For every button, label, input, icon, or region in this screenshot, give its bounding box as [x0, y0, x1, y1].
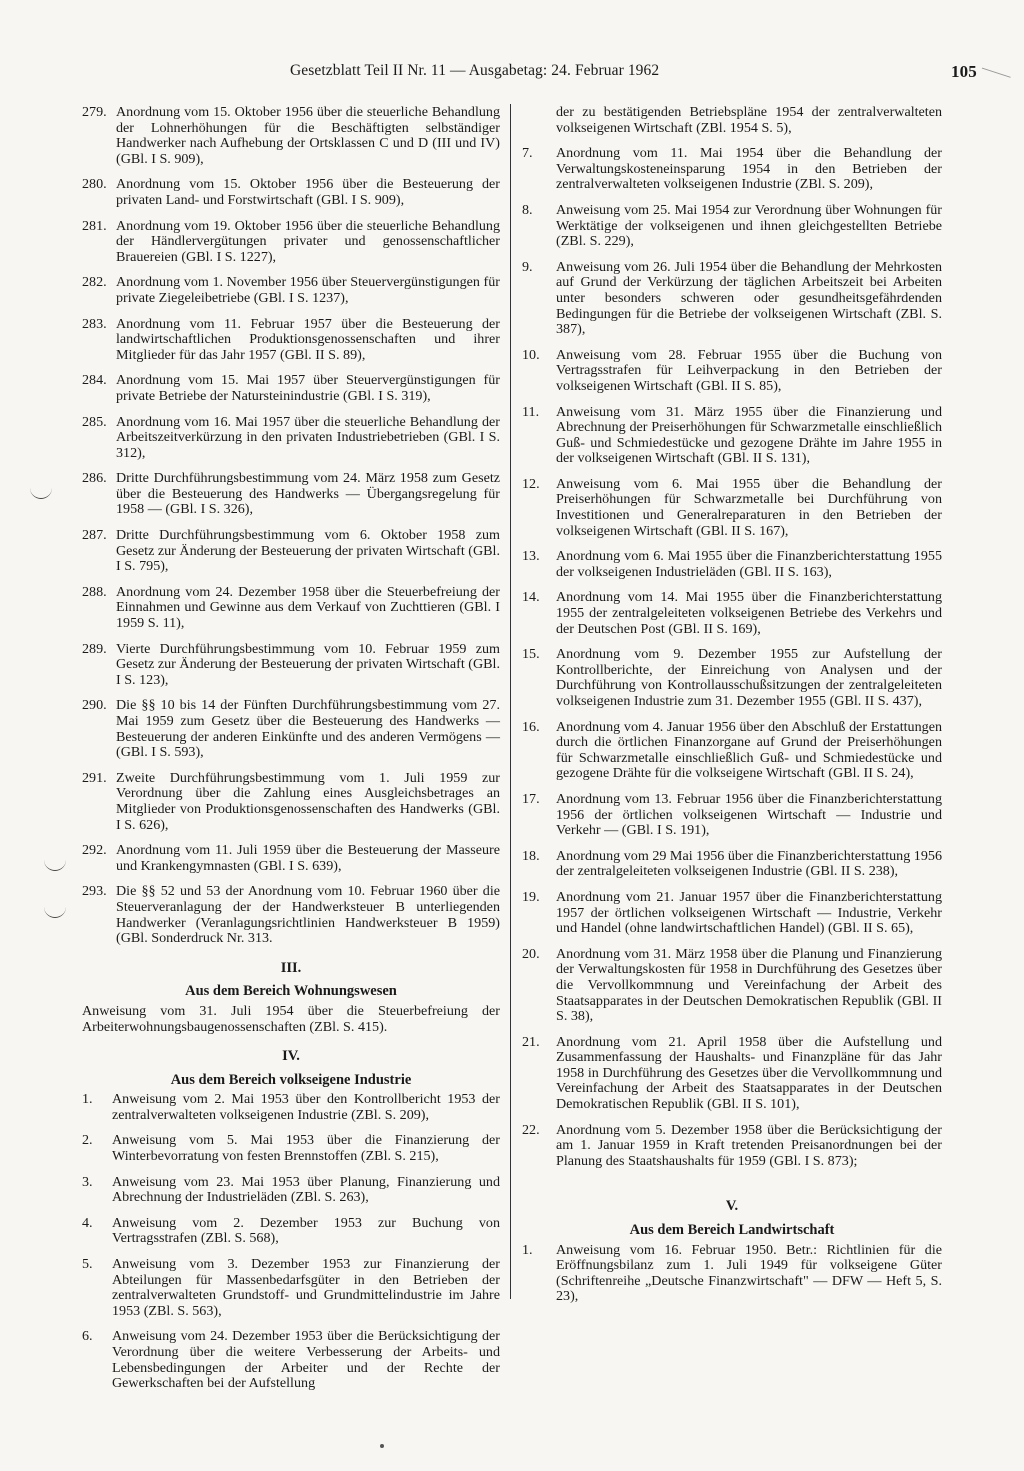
entry-text: Anweisung vom 31. März 1955 über die Finanzierung und Abrechnung der Preiserhöhungen für Schwarzmetalle einschließlich Guß- und Schmiedestücke und gezogene Drähte im Jahre 1955 in der volkseigenen Wirtschaft (GBl. II S. 131), — [556, 403, 942, 467]
list-item — [522, 549, 942, 580]
list-item — [522, 890, 942, 937]
entry-number: 16. — [522, 718, 540, 735]
list-item — [522, 647, 942, 709]
list-item — [82, 105, 500, 167]
entry-number: 1. — [82, 1091, 93, 1108]
entry-text: Anweisung vom 25. Mai 1954 zur Verordnung über Wohnungen für Werktätige der volkseigenen und ihnen gleichgestellten Betriebe (ZBl. S. 229), — [556, 201, 942, 250]
entry-text: Anordnung vom 21. Januar 1957 über die Finanzberichterstattung 1957 der örtlichen volkseigenen Wirtschaft — Industrie, Verkehr und Handel (ohne landwirtschaftlichen Handel) (GBl. II S. 65), — [556, 888, 942, 937]
list-item — [522, 1035, 942, 1113]
list-item — [82, 528, 500, 575]
scan-dot — [380, 1444, 384, 1448]
entry-number: 5. — [82, 1256, 93, 1273]
entry-text: Dritte Durchführungsbestimmung vom 6. Oktober 1958 zum Gesetz zur Änderung der Besteuerung der privaten Wirtschaft (GBl. I S. 795), — [116, 527, 500, 575]
scan-smudge — [979, 68, 1010, 86]
entry-number: 20. — [522, 945, 540, 962]
column-divider — [510, 104, 511, 1299]
entry-number: 286. — [82, 470, 107, 487]
entry-number: 19. — [522, 888, 540, 905]
list-item — [522, 405, 942, 467]
entry-number: 8. — [522, 201, 533, 218]
entry-text: Anweisung vom 24. Dezember 1953 über die Berücksichtigung der Verordnung über die weitere Verbesserung der Arbeits- und Lebensbedingungen der Arbeiter und der Rechte der Gewerkschaften bei der Aufstellung — [112, 1328, 500, 1392]
list-item — [522, 348, 942, 395]
entry-number: 290. — [82, 697, 107, 714]
list-item — [522, 477, 942, 539]
list-item — [82, 471, 500, 518]
entry-number: 15. — [522, 646, 540, 663]
list-item — [522, 849, 942, 880]
entry-text: Die §§ 10 bis 14 der Fünften Durchführungsbestimmung vom 27. Mai 1959 zum Gesetz über die Besteuerung des Handwerks — Besteuerung der anderen Einkünfte und des anderen Vermögens — (GBl. I S. 593), — [116, 697, 500, 761]
entry-number: 17. — [522, 790, 540, 807]
list-item — [522, 260, 942, 338]
entry-text: Anordnung vom 9. Dezember 1955 zur Aufstellung der Kontrollberichte, der Einreichung von Analysen und der Durchführung von Kontrollausschußsitzungen der zentralgeleiteten volkseigenen Industrie zum 31. Dezember 1955 (GBl. II S. 437), — [556, 646, 942, 709]
list-item — [522, 146, 942, 193]
entry-text: Dritte Durchführungsbestimmung vom 24. März 1958 zum Gesetz über die Besteuerung des Handwerks — Übergangsregelung für 1958 — (GBl. I S. 326), — [116, 470, 500, 518]
entry-text: Anordnung vom 11. Februar 1957 über die Besteuerung der landwirtschaftlichen Produktionsgenossenschaften und ihrer Mitglieder für das Jahr 1957 (GBl. II S. 89), — [116, 315, 500, 363]
entry-number: 279. — [82, 104, 107, 120]
entry-text: Anordnung vom 15. Oktober 1956 über die Besteuerung der privaten Land- und Forstwirtschaft (GBl. I S. 909), — [116, 176, 500, 208]
section-number: IV. — [282, 1048, 300, 1065]
entry-number: 10. — [522, 346, 540, 363]
entry-number: 292. — [82, 842, 107, 859]
entry-text: Anordnung vom 24. Dezember 1958 über die Steuerbefreiung der Einnahmen und Gewinne aus dem Verkauf von Zuchttieren (GBl. I 1959 S. 11), — [116, 583, 500, 632]
list-item — [522, 720, 942, 782]
entry-text: Anweisung vom 26. Juli 1954 über die Behandlung der Mehrkosten auf Grund der Verkürzung der täglichen Arbeitszeit bei Arbeiten unter besonders schweren oder gesundheitsgefährdenden Bedingungen für die Betriebe der volkseigenen Wirtschaft (ZBl. S. 387), — [556, 258, 942, 338]
list-item — [82, 275, 500, 306]
entry-number: 293. — [82, 883, 107, 900]
list-item — [522, 590, 942, 637]
entry-number: 6. — [82, 1328, 93, 1345]
agriculture-entries-list — [522, 1243, 942, 1305]
entry-text: Anordnung vom 11. Mai 1954 über die Behandlung der Verwaltungskosteneinsparung 1954 in den Betrieben der zentralverwalteten volkseigenen Industrie (ZBl. S. 209), — [556, 145, 942, 193]
entry-text: Anordnung vom 15. Mai 1957 über Steuervergünstigungen für private Betriebe der Natursteinindustrie (GBl. I S. 319), — [116, 372, 500, 404]
list-item — [82, 698, 500, 760]
list-item — [82, 771, 500, 833]
entry-text: Anordnung vom 4. Januar 1956 über den Abschluß der Erstattungen durch die örtlichen Finanzorgane auf Grund der Preiserhöhungen für Schwarzmetalle einschließlich Guß- und Schmiedestücke und gezogene Drähte für die volkseigene Wirtschaft (GBl. II S. 24), — [556, 718, 942, 782]
page-number: 105 — [951, 62, 977, 81]
section-heading: Aus dem Bereich volkseigene Industrie — [170, 1071, 412, 1088]
entry-number: 21. — [522, 1033, 540, 1050]
entry-number: 13. — [522, 548, 540, 565]
right-column — [522, 105, 942, 1315]
entry-text: Anweisung vom 6. Mai 1955 über die Behandlung der Preiserhöhungen für Schwarzmetalle bei Durchführung von Investitionen und Generalreparaturen in den Betrieben der volkseigenen Wirtschaft (GBl. II S. 167), — [556, 475, 942, 539]
header-title: Gesetzblatt Teil II Nr. 11 — Ausgabetag: 24. Februar 1962 — [290, 62, 660, 79]
list-item — [522, 1123, 942, 1170]
entry-number: 4. — [82, 1214, 93, 1231]
entry-number: 283. — [82, 315, 107, 332]
entry-number: 7. — [522, 145, 533, 162]
entry-text: der zu bestätigenden Betriebspläne 1954 der zentralverwalteten volkseigenen Wirtschaft (ZBl. 1954 S. 5), — [556, 104, 942, 136]
left-column — [82, 105, 500, 1402]
entry-text: Anweisung vom 2. Mai 1953 über den Kontrollbericht 1953 der zentralverwalteten volkseigenen Industrie (ZBl. S. 209), — [112, 1091, 500, 1123]
entry-number: 3. — [82, 1173, 93, 1190]
entry-text: Anweisung vom 3. Dezember 1953 zur Finanzierung der Abteilungen für Massenbedarfsgüter in den Betrieben der zentralverwalteten Grundstoff- und Grundmittelindustrie im Jahre 1953 (ZBl. S. 563), — [112, 1256, 500, 1319]
tax-entries-list — [82, 105, 500, 947]
entry-text: Anweisung vom 23. Mai 1953 über Planung, Finanzierung und Abrechnung der Industrieläden (ZBl. S. 263), — [112, 1173, 500, 1206]
entry-text: Anweisung vom 5. Mai 1953 über die Finanzierung der Winterbevorratung von festen Brennstoffen (ZBl. S. 215), — [112, 1132, 500, 1165]
entry-number: 1. — [522, 1241, 533, 1258]
list-item — [82, 177, 500, 208]
entry-text: Anordnung vom 13. Februar 1956 über die Finanzberichterstattung 1956 der örtlichen volkseigenen Wirtschaft — Industrie und Verkehr — (GBl. I S. 191), — [556, 790, 942, 839]
section-number: III. — [280, 959, 302, 976]
margin-mark — [44, 858, 66, 871]
section-number: V. — [725, 1198, 739, 1215]
entry-number: 284. — [82, 372, 107, 389]
list-item — [82, 317, 500, 364]
list-item — [522, 1243, 942, 1305]
entry-text: Zweite Durchführungsbestimmung vom 1. Juli 1959 zur Verordnung über die Zahlung eines Ausgleichsbetrages an Mitglieder von Produktionsgenossenschaften des Handwerks (GBl. I S. 626), — [116, 769, 500, 833]
list-item — [522, 792, 942, 839]
entry-number: 2. — [82, 1132, 93, 1149]
entry-text: Anordnung vom 31. März 1958 über die Planung und Finanzierung der Verwaltungskosten für 1958 in Durchführung des Gesetzes über die Vervollkommnung und Vereinfachung der Arbeit des Staatsapparates in der Deutschen Demokratischen Republik (GBl. II S. 38), — [556, 945, 942, 1025]
list-item-continuation — [522, 105, 942, 136]
margin-mark — [44, 905, 66, 918]
list-item — [82, 1092, 500, 1123]
list-item — [522, 947, 942, 1025]
list-item — [82, 373, 500, 404]
list-item — [82, 585, 500, 632]
section-heading: Aus dem Bereich Landwirtschaft — [629, 1222, 835, 1239]
industry-entries-list — [522, 146, 942, 1169]
entry-text: Anordnung vom 21. April 1958 über die Aufstellung und Zusammenfassung der Haushalts- und Finanzpläne für das Jahr 1958 in Durchführung des Gesetzes über die Vervollkommnung und Vereinfachung der Arbeit des Staatsapparates in der Deutschen Demokratischen Republik (GBl. II S. 101), — [556, 1033, 942, 1113]
entry-text: Anordnung vom 1. November 1956 über Steuervergünstigungen für private Ziegeleibetriebe (GBl. I S. 1237), — [116, 274, 500, 306]
list-item — [82, 1257, 500, 1319]
entry-text: Anweisung vom 2. Dezember 1953 zur Buchung von Vertragsstrafen (ZBl. S. 568), — [112, 1214, 500, 1247]
list-item — [82, 1175, 500, 1206]
list-item — [522, 203, 942, 250]
entry-number: 288. — [82, 583, 107, 600]
list-item — [82, 642, 500, 689]
entry-text: Anweisung vom 28. Februar 1955 über die Buchung von Vertragsstrafen für Leihverpackung in den Betrieben der volkseigenen Wirtschaft (GBl. II S. 85), — [556, 346, 942, 394]
entry-number: 291. — [82, 769, 107, 786]
entry-number: 18. — [522, 847, 540, 864]
entry-text: Vierte Durchführungsbestimmung vom 10. Februar 1959 zum Gesetz zur Änderung der Besteuerung der privaten Wirtschaft (GBl. I S. 123), — [116, 640, 500, 688]
entry-text: Die §§ 52 und 53 der Anordnung vom 10. Februar 1960 über die Steuerveranlagung der der Handwerksteuer B unterliegenden Handwerker (Veranlagungsrichtlinien Handwerksteuer B 1959) (GBl. Sonderdruck Nr. 313. — [116, 883, 500, 947]
entry-number: 281. — [82, 217, 107, 234]
entry-text: Anordnung vom 15. Oktober 1956 über die steuerliche Behandlung der Lohnerhöhungen für die Beschäftigten selbständiger Handwerker nach Aufhebung der Ortsklassen C und D (III und IV) (GBl. I S. 909), — [116, 104, 500, 167]
list-item — [82, 843, 500, 874]
entry-text: Anordnung vom 29 Mai 1956 über die Finanzberichterstattung 1956 der zentralgeleiteten volkseigenen Industrie (GBl. II S. 238), — [556, 847, 942, 880]
section-heading: Aus dem Bereich Wohnungswesen — [185, 983, 397, 1000]
list-item — [82, 1216, 500, 1247]
entry-number: 9. — [522, 258, 533, 275]
entry-text: Anordnung vom 16. Mai 1957 über die steuerliche Behandlung der Arbeitszeitverkürzung in den privaten Industriebetrieben (GBl. I S. 312), — [116, 413, 500, 461]
list-item — [82, 884, 500, 946]
entry-text: Anordnung vom 6. Mai 1955 über die Finanzberichterstattung 1955 der volkseigenen Industrieläden (GBl. II S. 163), — [556, 548, 942, 580]
entry-number: 11. — [522, 403, 540, 420]
entry-number: 12. — [522, 475, 540, 492]
entry-number: 285. — [82, 413, 107, 430]
margin-mark — [30, 486, 52, 499]
list-item — [82, 415, 500, 462]
entry-number: 289. — [82, 640, 107, 657]
industry-entries-list — [82, 1092, 500, 1392]
entry-text: Anordnung vom 19. Oktober 1956 über die steuerliche Behandlung der Händlervergütungen privater und genossenschaftlicher Brauereien (GBl. I S. 1227), — [116, 217, 500, 265]
entry-text: Anordnung vom 14. Mai 1955 über die Finanzberichterstattung 1955 der zentralgeleiteten volkseigenen Betriebe des Verkehrs und der Deutschen Post (GBl. II S. 169), — [556, 589, 942, 637]
entry-number: 282. — [82, 274, 107, 291]
list-item — [82, 1133, 500, 1164]
list-item — [82, 219, 500, 266]
entry-number: 287. — [82, 527, 107, 544]
entry-text: Anordnung vom 11. Juli 1959 über die Besteuerung der Masseure und Krankengymnasten (GBl. I S. 639), — [116, 842, 500, 874]
entry-number: 280. — [82, 176, 107, 193]
list-item — [82, 1329, 500, 1391]
entry-number: 22. — [522, 1121, 540, 1138]
entry-number: 14. — [522, 589, 540, 606]
entry-text: Anweisung vom 16. Februar 1950. Betr.: Richtlinien für die Eröffnungsbilanz zum 1. Juli 1949 für volkseigene Güter (Schriftenreihe „Deutsche Finanzwirtschaft" — DFW — Heft 5, S. 23), — [556, 1241, 942, 1305]
section-paragraph: Anweisung vom 31. Juli 1954 über die Steuerbefreiung der Arbeiterwohnungsbaugenossenschaften (ZBl. S. 415). — [82, 1002, 500, 1035]
entry-text: Anordnung vom 5. Dezember 1958 über die Berücksichtigung der am 1. Januar 1959 in Kraft tretenden Preisanordnungen bei der Planung des Staatshaushalts für 1959 (GBl. I S. 873); — [556, 1121, 942, 1169]
